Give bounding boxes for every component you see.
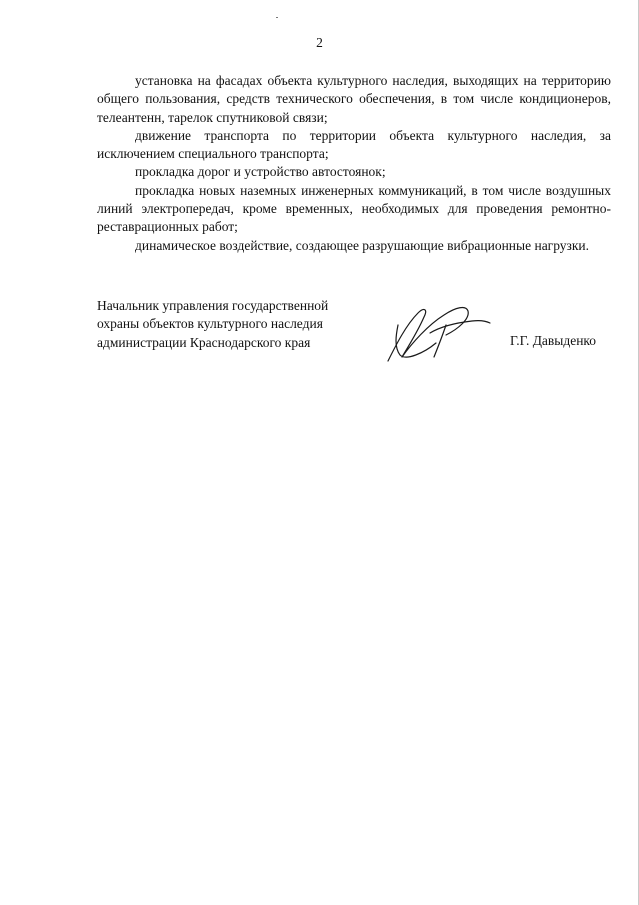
position-line: администрации Краснодарского края [97, 334, 311, 350]
paragraph-vibration: динамическое воздействие, создающее разрушающие вибрационные нагрузки. [135, 237, 590, 253]
handwritten-signature [384, 295, 494, 365]
signatory-name: Г.Г. Давыденко [510, 333, 597, 348]
position-line: Начальник управления государственной [97, 298, 329, 313]
paragraph-transport: движение транспорта по территории объекта культурного наследия, за исключением специального транспорта; [97, 127, 611, 162]
signatory-position [97, 297, 328, 352]
scan-speck [276, 17, 278, 18]
paragraph-utilities: прокладка новых наземных инженерных коммуникаций, в том числе воздушных линий электропередач, кроме временных, необходимых для проведения ремонтно-реставрационных работ; [97, 182, 611, 235]
page-number: 2 [316, 35, 323, 50]
paragraph-roads-parking: прокладка дорог и устройство автостоянок; [135, 164, 386, 180]
position-line: охраны объектов культурного наследия [97, 316, 323, 332]
body-text [97, 72, 611, 255]
paragraph-facade-equipment: установка на фасадах объекта культурного наследия, выходящих на территорию общего пользования, средств технического обеспечения, в том числе кондиционеров, телеантенн, тарелок спутниковой связи; [97, 73, 611, 125]
